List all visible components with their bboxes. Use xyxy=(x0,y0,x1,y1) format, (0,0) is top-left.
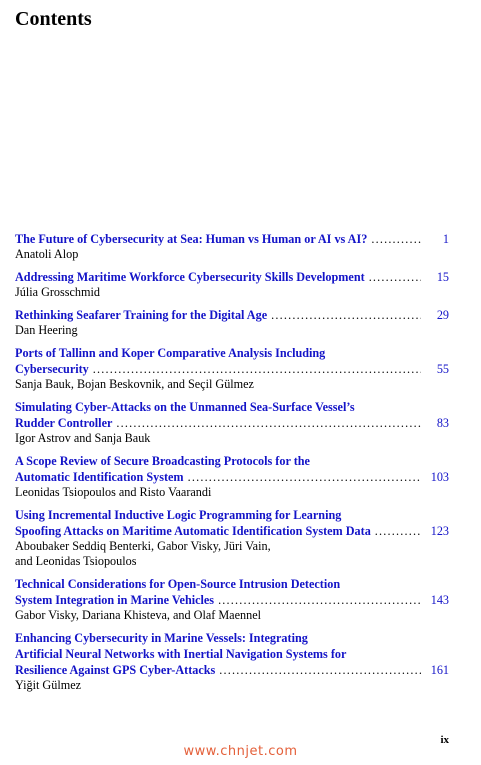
toc-title-line[interactable]: Using Incremental Inductive Logic Programming for Learning xyxy=(15,508,342,522)
toc-title-line[interactable]: System Integration in Marine Vehicles xyxy=(15,593,215,607)
toc-title-line[interactable]: The Future of Cybersecurity at Sea: Human vs Human or AI vs AI? xyxy=(15,232,368,246)
toc-entry xyxy=(15,399,449,446)
toc-entry-title[interactable] xyxy=(15,345,449,377)
toc-title-line[interactable]: Ports of Tallinn and Koper Comparative Analysis Including xyxy=(15,346,326,360)
toc-title-line[interactable]: A Scope Review of Secure Broadcasting Protocols for the xyxy=(15,454,310,468)
toc-entry-authors xyxy=(15,539,449,569)
toc-page-number[interactable]: 29 xyxy=(436,308,449,322)
toc-entry-title[interactable] xyxy=(15,399,449,431)
author-line: and Leonidas Tsiopoulos xyxy=(15,554,137,568)
toc-title-line[interactable]: Addressing Maritime Workforce Cybersecurity Skills Development xyxy=(15,270,365,284)
toc-entry-title[interactable] xyxy=(15,269,449,285)
toc-entry-authors xyxy=(15,285,449,300)
author-line: Aboubaker Seddiq Benterki, Gabor Visky, Jüri Vain, xyxy=(15,539,271,553)
toc-entry-authors xyxy=(15,377,449,392)
toc-entry-authors xyxy=(15,485,449,500)
leader-dots xyxy=(93,361,421,377)
toc-title-line[interactable]: Automatic Identification System xyxy=(15,470,184,484)
toc-page-number[interactable]: 1 xyxy=(442,232,449,246)
toc-title-line[interactable]: Simulating Cyber-Attacks on the Unmanned Sea-Surface Vessel’s xyxy=(15,400,355,414)
toc-title-line[interactable]: Rethinking Seafarer Training for the Digital Age xyxy=(15,308,268,322)
toc-title-line[interactable]: Artificial Neural Networks with Inertial Navigation Systems for xyxy=(15,647,347,661)
toc-entry-title[interactable] xyxy=(15,507,449,539)
toc-entry-title[interactable] xyxy=(15,453,449,485)
toc-entry-authors xyxy=(15,247,449,262)
leader-dots xyxy=(116,415,421,431)
toc-entry-title[interactable] xyxy=(15,307,449,323)
author-line: Igor Astrov and Sanja Bauk xyxy=(15,431,151,445)
toc-entry xyxy=(15,507,449,569)
leader-dots xyxy=(218,592,421,608)
leader-dots xyxy=(375,523,421,539)
toc-title-line[interactable]: Cybersecurity xyxy=(15,362,89,376)
toc-page-number[interactable]: 161 xyxy=(430,663,449,677)
toc-entry-title[interactable] xyxy=(15,231,449,247)
toc-entry xyxy=(15,307,449,338)
toc-title-line[interactable]: Resilience Against GPS Cyber-Attacks xyxy=(15,663,216,677)
toc-entry xyxy=(15,231,449,262)
leader-dots xyxy=(369,269,421,285)
toc-title-line[interactable]: Enhancing Cybersecurity in Marine Vessels: Integrating xyxy=(15,631,308,645)
author-line: Sanja Bauk, Bojan Beskovnik, and Seçil Gülmez xyxy=(15,377,254,391)
author-line: Anatoli Alop xyxy=(15,247,79,261)
toc-entry-authors xyxy=(15,323,449,338)
toc-page-number[interactable]: 143 xyxy=(430,593,449,607)
toc-entry-authors xyxy=(15,608,449,623)
toc-entry-title[interactable] xyxy=(15,630,449,678)
leader-dots xyxy=(188,469,421,485)
toc-title-line[interactable]: Rudder Controller xyxy=(15,416,113,430)
leader-dots xyxy=(219,662,421,678)
author-line: Júlia Grosschmid xyxy=(15,285,100,299)
watermark: www.chnjet.com xyxy=(183,744,298,759)
toc-entry-authors xyxy=(15,678,449,693)
author-line: Gabor Visky, Dariana Khisteva, and Olaf Maennel xyxy=(15,608,261,622)
toc-title-line[interactable]: Spoofing Attacks on Maritime Automatic Identification System Data xyxy=(15,524,371,538)
toc-entry xyxy=(15,453,449,500)
toc-entry xyxy=(15,576,449,623)
table-of-contents xyxy=(15,231,449,700)
toc-page-number[interactable]: 15 xyxy=(436,270,449,284)
toc-entry xyxy=(15,345,449,392)
toc-entry-title[interactable] xyxy=(15,576,449,608)
page-number: ix xyxy=(440,734,449,746)
toc-entry-authors xyxy=(15,431,449,446)
author-line: Yiğit Gülmez xyxy=(15,678,82,692)
toc-page-number[interactable]: 83 xyxy=(436,416,449,430)
toc-page-number[interactable]: 55 xyxy=(436,362,449,376)
toc-page-number[interactable]: 123 xyxy=(430,524,449,538)
toc-page-number[interactable]: 103 xyxy=(430,470,449,484)
toc-entry xyxy=(15,269,449,300)
page-title: Contents xyxy=(15,8,92,30)
author-line: Dan Heering xyxy=(15,323,78,337)
leader-dots xyxy=(271,307,421,323)
toc-entry xyxy=(15,630,449,693)
toc-title-line[interactable]: Technical Considerations for Open-Source Intrusion Detection xyxy=(15,577,341,591)
author-line: Leonidas Tsiopoulos and Risto Vaarandi xyxy=(15,485,212,499)
leader-dots xyxy=(371,231,421,247)
